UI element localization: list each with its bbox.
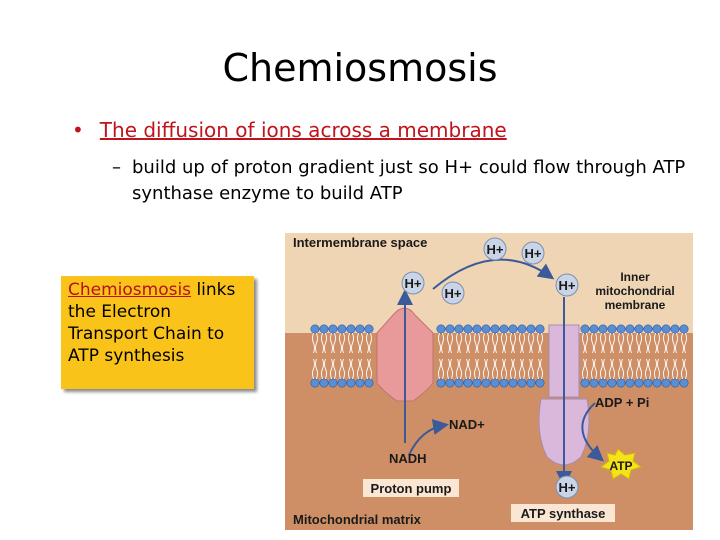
inner-membrane-label: mitochondrial (595, 284, 675, 298)
lipid-head (500, 379, 508, 387)
lipid-head (491, 379, 499, 387)
h-ion (556, 476, 578, 498)
proton-pump-label: Proton pump (370, 481, 452, 496)
svg-text:H+: H+ (486, 242, 504, 257)
lipid-head (617, 379, 625, 387)
lipid-head (617, 325, 625, 333)
lipid-head (518, 325, 526, 333)
lipid-head (482, 379, 490, 387)
callout-keyword-link[interactable]: Chemiosmosis (68, 280, 192, 300)
lipid-head (635, 325, 643, 333)
lipid-head (320, 379, 328, 387)
lipid-head (482, 325, 490, 333)
h-ion (442, 282, 464, 304)
lipid-head (590, 325, 598, 333)
lipid-head (356, 379, 364, 387)
lipid-head (356, 325, 364, 333)
bullet-main-text[interactable]: The diffusion of ions across a membrane (99, 118, 507, 142)
inner-membrane-label: membrane (604, 298, 666, 312)
h-ion (556, 274, 578, 296)
lipid-head (365, 325, 373, 333)
bullet-marker: • (72, 118, 84, 142)
lipid-head (518, 379, 526, 387)
svg-text:H+: H+ (558, 278, 576, 293)
lipid-head (500, 325, 508, 333)
lipid-head (644, 325, 652, 333)
lipid-head (581, 325, 589, 333)
lipid-head (599, 325, 607, 333)
lipid-head (635, 379, 643, 387)
lipid-head (590, 379, 598, 387)
lipid-head (455, 325, 463, 333)
lipid-head (680, 379, 688, 387)
atp-label: ATP (609, 459, 633, 473)
lipid-head (671, 325, 679, 333)
chemiosmosis-diagram (285, 233, 693, 530)
lipid-head (509, 325, 517, 333)
inner-membrane-label: Inner (620, 270, 650, 284)
matrix-label: Mitochondrial matrix (293, 512, 421, 527)
h-ion (402, 272, 424, 294)
lipid-head (311, 325, 319, 333)
lipid-head (653, 379, 661, 387)
h-ion (522, 242, 544, 264)
lipid-head (446, 325, 454, 333)
lipid-head (680, 325, 688, 333)
lipid-head (446, 379, 454, 387)
lipid-head (536, 325, 544, 333)
intermembrane-label: Intermembrane space (293, 235, 428, 250)
slide-title: Chemiosmosis (222, 46, 498, 90)
lipid-head (338, 379, 346, 387)
matrix-region (285, 333, 693, 530)
lipid-head (536, 379, 544, 387)
bullet-main (72, 118, 507, 142)
lipid-head (599, 379, 607, 387)
adp-label: ADP + Pi (595, 395, 650, 410)
lipid-head (455, 379, 463, 387)
lipid-head (608, 379, 616, 387)
lipid-head (320, 325, 328, 333)
lipid-head (626, 325, 634, 333)
lipid-head (347, 379, 355, 387)
lipid-head (473, 379, 481, 387)
lipid-head (329, 325, 337, 333)
bullet-sub-text: build up of proton gradient just so H+ could flow through ATP synthase enzyme to build ATP (132, 157, 686, 204)
lipid-head (581, 379, 589, 387)
lipid-head (347, 325, 355, 333)
lipid-head (653, 325, 661, 333)
lipid-head (329, 379, 337, 387)
lipid-head (311, 379, 319, 387)
lipid-head (365, 379, 373, 387)
nadh-label: NADH (389, 451, 427, 466)
lipid-head (527, 379, 535, 387)
lipid-head (662, 325, 670, 333)
h-ion (484, 238, 506, 260)
lipid-head (608, 325, 616, 333)
lipid-head (338, 325, 346, 333)
svg-text:H+: H+ (558, 480, 576, 495)
lipid-head (509, 379, 517, 387)
lipid-head (626, 379, 634, 387)
lipid-head (437, 379, 445, 387)
lipid-head (464, 379, 472, 387)
lipid-head (662, 379, 670, 387)
svg-text:H+: H+ (444, 286, 462, 301)
lipid-head (473, 325, 481, 333)
svg-text:H+: H+ (404, 276, 422, 291)
lipid-head (437, 325, 445, 333)
lipid-head (644, 379, 652, 387)
callout-text: links the Electron Transport Chain to ATP synthesis (68, 280, 236, 366)
atp-synthase-label: ATP synthase (520, 506, 606, 521)
callout-note (61, 276, 254, 389)
lipid-head (464, 325, 472, 333)
lipid-head (671, 379, 679, 387)
lipid-head (491, 325, 499, 333)
sub-bullet-marker: – (112, 157, 121, 178)
lipid-head (527, 325, 535, 333)
svg-text:H+: H+ (524, 246, 542, 261)
nad-label: NAD+ (449, 417, 485, 432)
bullet-sub (112, 155, 712, 207)
